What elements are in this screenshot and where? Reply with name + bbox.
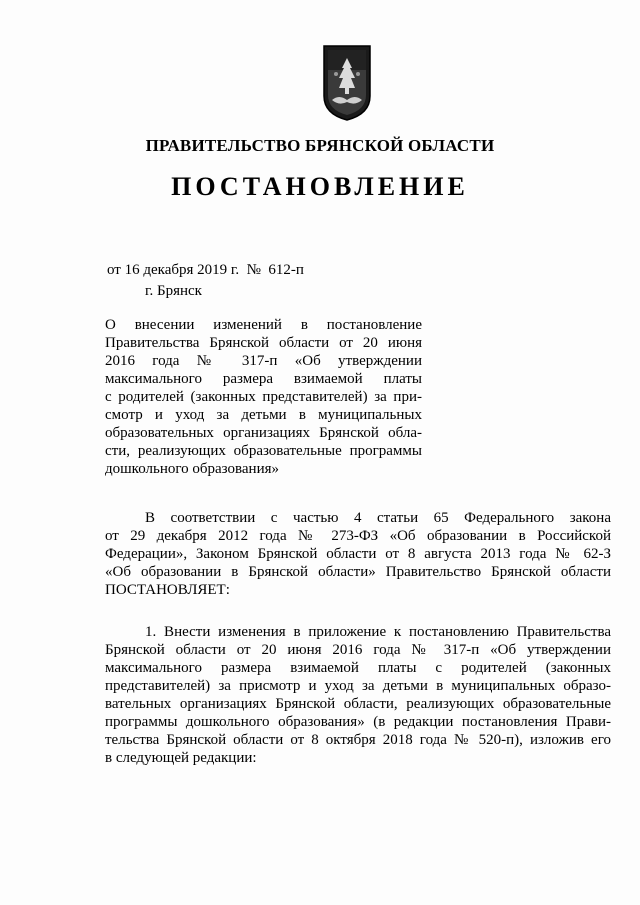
- government-title: ПРАВИТЕЛЬСТВО БРЯНСКОЙ ОБЛАСТИ: [145, 136, 495, 155]
- paragraph-line: Федерации», Законом Брянской области от 8 августа 2013 года № 62-З: [105, 546, 611, 562]
- paragraph-line: максимального размера взимаемой платы с родителей (законных: [105, 660, 611, 676]
- paragraph-line: «Об образовании в Брянской области» Правительство Брянской области: [105, 564, 611, 580]
- document-type-heading: ПОСТАНОВЛЕНИЕ: [171, 172, 469, 201]
- paragraph-line: в следующей редакции:: [105, 750, 257, 766]
- subject-line: смотр и уход за детьми в муниципальных: [105, 407, 422, 423]
- subject-line: максимального размера взимаемой платы: [105, 371, 422, 387]
- coat-of-arms-icon: [322, 44, 372, 122]
- subject-line: О внесении изменений в постановление: [105, 317, 422, 333]
- document-subject: [105, 316, 422, 478]
- document-city: г. Брянск: [145, 283, 202, 299]
- paragraph-line: вательных организациях Брянской области, реализующих образовательные: [105, 696, 611, 712]
- subject-line: Правительства Брянской области от 20 июня: [105, 335, 422, 351]
- paragraph-line: представителей) за присмотр и уход за детьми в муниципальных образо-: [105, 678, 611, 694]
- preamble-paragraph: [105, 509, 611, 599]
- paragraph-line: программы дошкольного образования» (в редакции постановления Прави-: [105, 714, 611, 730]
- paragraph-line: от 29 декабря 2012 года № 273-ФЗ «Об образовании в Российской: [105, 528, 611, 544]
- subject-line: 2016 года № 317-п «Об утверждении: [105, 353, 422, 369]
- subject-line: дошкольного образования»: [105, 461, 280, 477]
- subject-line: с родителей (законных представителей) за при-: [105, 389, 422, 405]
- resolution-item-1: [105, 623, 611, 767]
- document-date-number: от 16 декабря 2019 г. № 612-п: [107, 262, 304, 278]
- subject-line: сти, реализующих образовательные программы: [105, 443, 422, 459]
- paragraph-line: В соответствии с частью 4 статьи 65 Федерального закона: [145, 510, 611, 526]
- paragraph-line: тельства Брянской области от 8 октября 2018 года № 520-п), изложив его: [105, 732, 611, 748]
- subject-line: образовательных организациях Брянской обла-: [105, 425, 422, 441]
- paragraph-line: 1. Внести изменения в приложение к постановлению Правительства: [145, 624, 611, 640]
- paragraph-line: Брянской области от 20 июня 2016 года № 317-п «Об утверждении: [105, 642, 611, 658]
- paragraph-line: ПОСТАНОВЛЯЕТ:: [105, 582, 230, 598]
